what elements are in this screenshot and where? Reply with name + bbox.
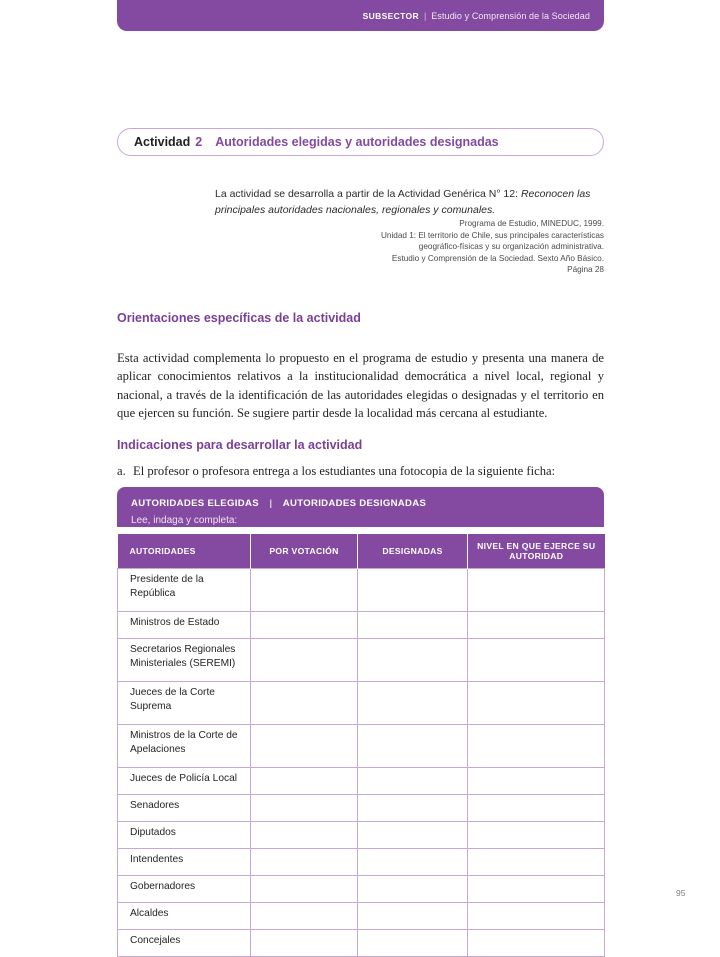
authority-name-cell: Ministros de Estado — [118, 612, 251, 639]
blank-answer-cell-nivel-autoridad[interactable] — [468, 612, 605, 639]
citation-line-1: Programa de Estudio, MINEDUC, 1999. — [459, 219, 604, 228]
blank-answer-cell-designadas[interactable] — [358, 903, 468, 930]
column-header-nivel-autoridad: NIVEL EN QUE EJERCE SU AUTORIDAD — [468, 534, 605, 569]
blank-answer-cell-nivel-autoridad[interactable] — [468, 930, 605, 957]
blank-answer-cell-nivel-autoridad[interactable] — [468, 725, 605, 768]
table-row — [118, 849, 605, 876]
activity-title: Autoridades elegidas y autoridades designadas — [215, 135, 499, 149]
column-header-por-votacion: POR VOTACIÓN — [251, 534, 358, 569]
blank-answer-cell-designadas[interactable] — [358, 612, 468, 639]
authority-name-cell: Jueces de la Corte Suprema — [118, 682, 251, 725]
column-header-authorities: AUTORIDADES — [118, 534, 251, 569]
blank-answer-cell-designadas[interactable] — [358, 930, 468, 957]
blank-answer-cell-por-votacion[interactable] — [251, 822, 358, 849]
blank-answer-cell-nivel-autoridad[interactable] — [468, 822, 605, 849]
worksheet-title-separator: | — [269, 498, 273, 509]
subsector-header-bar — [117, 0, 604, 31]
table-row — [118, 682, 605, 725]
worksheet-banner — [117, 487, 604, 527]
blank-answer-cell-por-votacion[interactable] — [251, 768, 358, 795]
blank-answer-cell-por-votacion[interactable] — [251, 930, 358, 957]
orientaciones-body: Esta actividad complementa lo propuesto en el programa de estudio y presenta una manera de aplicar conocimientos relativos a la institucionalidad democrática a nivel local, regional y nacional, a través de la identificación de las autoridades elegidas o designadas y el territorio en que ejercen su función. Se sugiere partir desde la localidad más cercana al estudiante. — [117, 350, 604, 421]
authorities-table-body — [118, 569, 605, 957]
blank-answer-cell-designadas[interactable] — [358, 569, 468, 612]
indicaciones-heading: Indicaciones para desarrollar la actividad — [117, 438, 363, 453]
table-row — [118, 725, 605, 768]
authority-name-cell: Ministros de la Corte de Apelaciones — [118, 725, 251, 768]
authority-name-cell: Alcaldes — [118, 903, 251, 930]
citation-line-5: Página 28 — [567, 265, 604, 275]
authority-name-cell: Concejales — [118, 930, 251, 957]
activity-number: 2 — [195, 135, 203, 149]
activity-word: Actividad — [134, 135, 191, 149]
authority-name-cell: Secretarios Regionales Ministeriales (SEREMI) — [118, 639, 251, 682]
subsector-name: Estudio y Comprensión de la Sociedad — [431, 10, 590, 21]
blank-answer-cell-nivel-autoridad[interactable] — [468, 903, 605, 930]
table-row — [118, 795, 605, 822]
blank-answer-cell-nivel-autoridad[interactable] — [468, 876, 605, 903]
table-row — [118, 930, 605, 957]
citation-line-4: Estudio y Comprensión de la Sociedad. Sexto Año Básico. — [391, 253, 604, 263]
blank-answer-cell-nivel-autoridad[interactable] — [468, 795, 605, 822]
table-header-row — [118, 534, 605, 569]
blank-answer-cell-por-votacion[interactable] — [251, 903, 358, 930]
blank-answer-cell-por-votacion[interactable] — [251, 725, 358, 768]
blank-answer-cell-designadas[interactable] — [358, 822, 468, 849]
intro-emphasis: Reconocen las principales autoridades nacionales, regionales y comunales. — [215, 187, 591, 216]
blank-answer-cell-por-votacion[interactable] — [251, 876, 358, 903]
table-row — [118, 876, 605, 903]
worksheet-title-right: AUTORIDADES DESIGNADAS — [282, 498, 427, 509]
blank-answer-cell-por-votacion[interactable] — [251, 612, 358, 639]
instruction-marker: a. — [117, 464, 126, 478]
blank-answer-cell-nivel-autoridad[interactable] — [468, 768, 605, 795]
citation-line-2: Unidad 1: El territorio de Chile, sus principales características — [381, 230, 604, 240]
activity-intro — [215, 186, 604, 218]
blank-answer-cell-por-votacion[interactable] — [251, 639, 358, 682]
orientaciones-heading: Orientaciones específicas de la actividad — [117, 311, 361, 326]
authority-name-cell: Presidente de la República — [118, 569, 251, 612]
table-row — [118, 822, 605, 849]
table-row — [118, 768, 605, 795]
intro-lead: La actividad se desarrolla a partir de la Actividad Genérica N° 12: — [215, 187, 521, 200]
worksheet-title-left: AUTORIDADES ELEGIDAS — [131, 498, 259, 509]
table-row — [118, 612, 605, 639]
table-row — [118, 639, 605, 682]
blank-answer-cell-designadas[interactable] — [358, 876, 468, 903]
authorities-table — [117, 534, 605, 957]
blank-answer-cell-nivel-autoridad[interactable] — [468, 569, 605, 612]
authority-name-cell: Diputados — [118, 822, 251, 849]
source-citation — [254, 218, 604, 276]
blank-answer-cell-designadas[interactable] — [358, 682, 468, 725]
subsector-separator: | — [423, 10, 427, 21]
authority-name-cell: Intendentes — [118, 849, 251, 876]
instruction-item-a — [117, 462, 604, 480]
blank-answer-cell-designadas[interactable] — [358, 849, 468, 876]
column-header-designadas: DESIGNADAS — [358, 534, 468, 569]
blank-answer-cell-designadas[interactable] — [358, 768, 468, 795]
blank-answer-cell-designadas[interactable] — [358, 725, 468, 768]
subsector-label: SUBSECTOR — [362, 10, 419, 21]
page-number: 95 — [676, 888, 686, 898]
table-row — [118, 569, 605, 612]
blank-answer-cell-nivel-autoridad[interactable] — [468, 849, 605, 876]
worksheet-subtitle: Lee, indaga y completa: — [131, 515, 238, 526]
activity-title-box — [117, 128, 604, 156]
blank-answer-cell-nivel-autoridad[interactable] — [468, 682, 605, 725]
blank-answer-cell-nivel-autoridad[interactable] — [468, 639, 605, 682]
blank-answer-cell-por-votacion[interactable] — [251, 849, 358, 876]
authority-name-cell: Senadores — [118, 795, 251, 822]
blank-answer-cell-por-votacion[interactable] — [251, 569, 358, 612]
citation-line-3: geográfico-físicas y su organización administrativa. — [418, 242, 604, 252]
blank-answer-cell-designadas[interactable] — [358, 795, 468, 822]
blank-answer-cell-por-votacion[interactable] — [251, 795, 358, 822]
table-row — [118, 903, 605, 930]
authority-name-cell: Gobernadores — [118, 876, 251, 903]
instruction-text: El profesor o profesora entrega a los estudiantes una fotocopia de la siguiente ficha: — [133, 464, 556, 478]
blank-answer-cell-designadas[interactable] — [358, 639, 468, 682]
blank-answer-cell-por-votacion[interactable] — [251, 682, 358, 725]
authority-name-cell: Jueces de Policía Local — [118, 768, 251, 795]
